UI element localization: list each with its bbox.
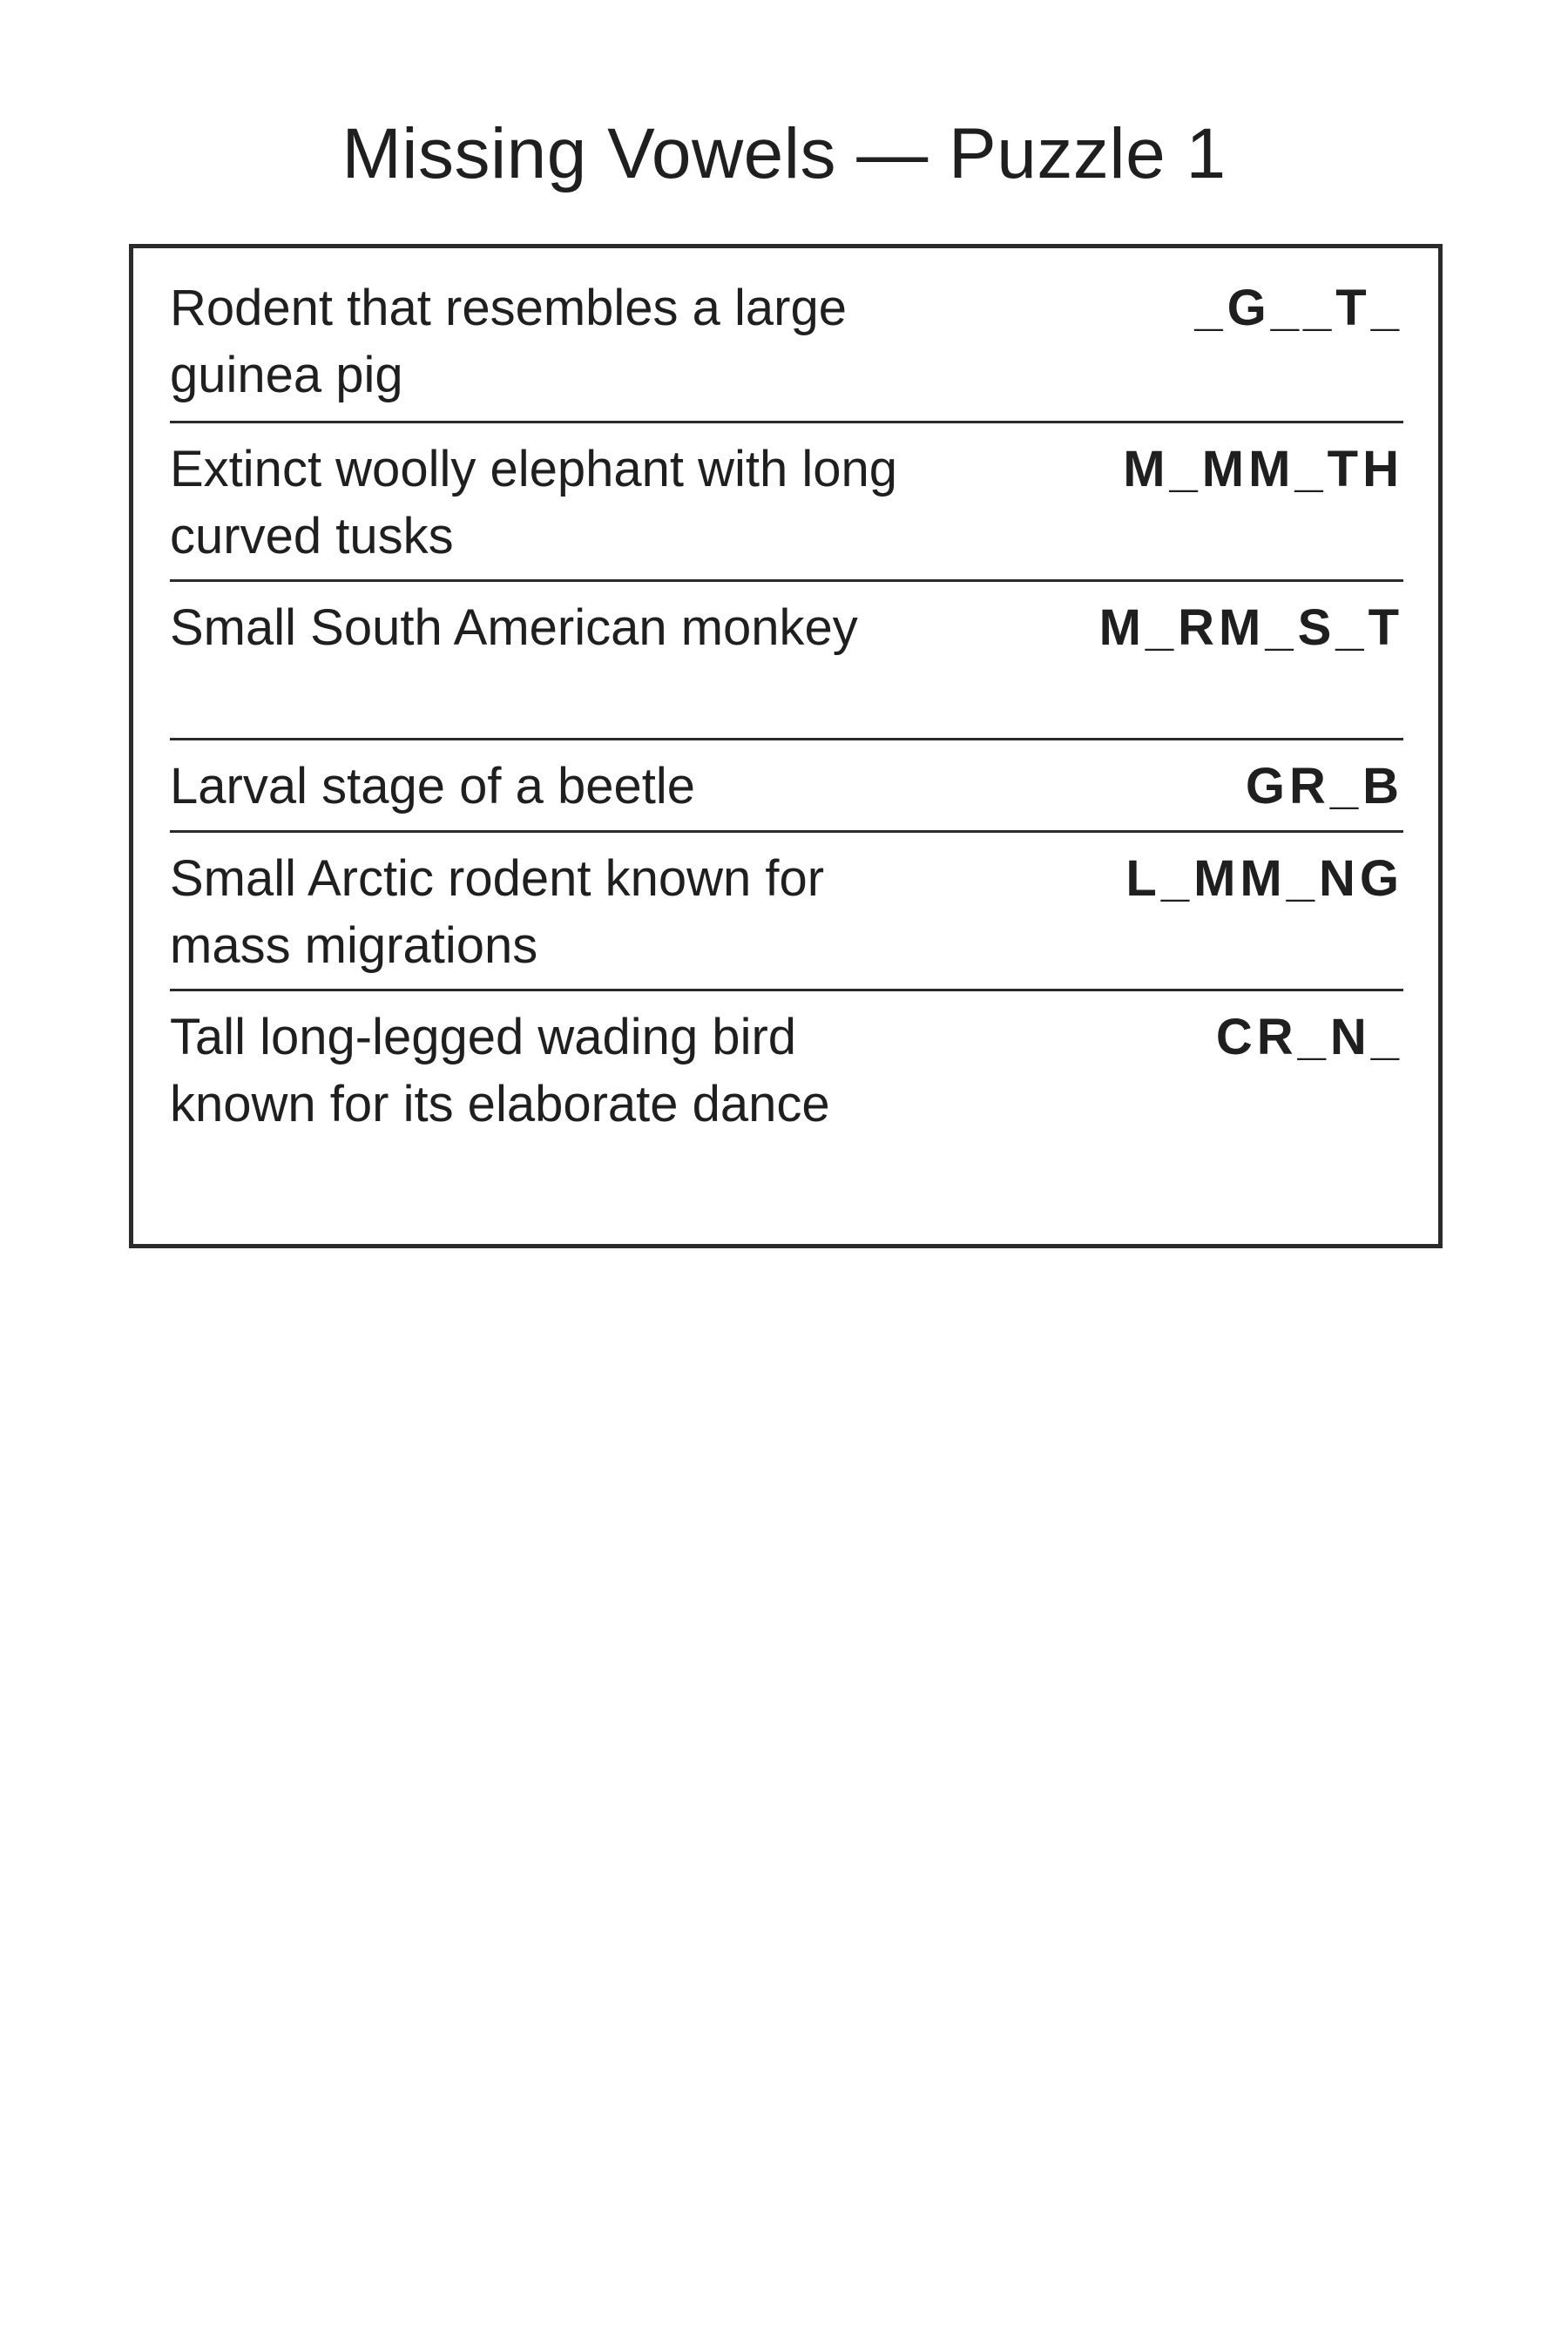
page-title: Missing Vowels — Puzzle 1 — [341, 114, 1227, 193]
clue-text: Larval stage of a beetle — [170, 758, 695, 814]
answer-pattern: M_MM_TH — [1123, 441, 1403, 497]
clue-row — [170, 738, 1403, 830]
answer-pattern: GR_B — [1245, 758, 1403, 814]
clue-row — [170, 989, 1403, 1215]
clue-text: Tall long-legged wading bird known for its elaborate dance — [170, 1009, 830, 1132]
answer-pattern: _G__T_ — [1194, 280, 1403, 336]
clue-row — [170, 830, 1403, 989]
puzzle-table — [129, 244, 1443, 1248]
clue-row — [170, 421, 1403, 579]
clue-row — [170, 262, 1403, 421]
clue-text: Small Arctic rodent known for mass migrations — [170, 850, 825, 974]
answer-pattern: M_RM_S_T — [1098, 599, 1403, 656]
clue-text: Extinct woolly elephant with long curved tusks — [170, 441, 898, 564]
clue-row — [170, 579, 1403, 738]
clue-text: Rodent that resembles a large guinea pig — [170, 280, 847, 403]
answer-pattern: L_MM_NG — [1125, 850, 1403, 907]
answer-pattern: CR_N_ — [1215, 1009, 1403, 1065]
clue-text: Small South American monkey — [170, 599, 858, 656]
